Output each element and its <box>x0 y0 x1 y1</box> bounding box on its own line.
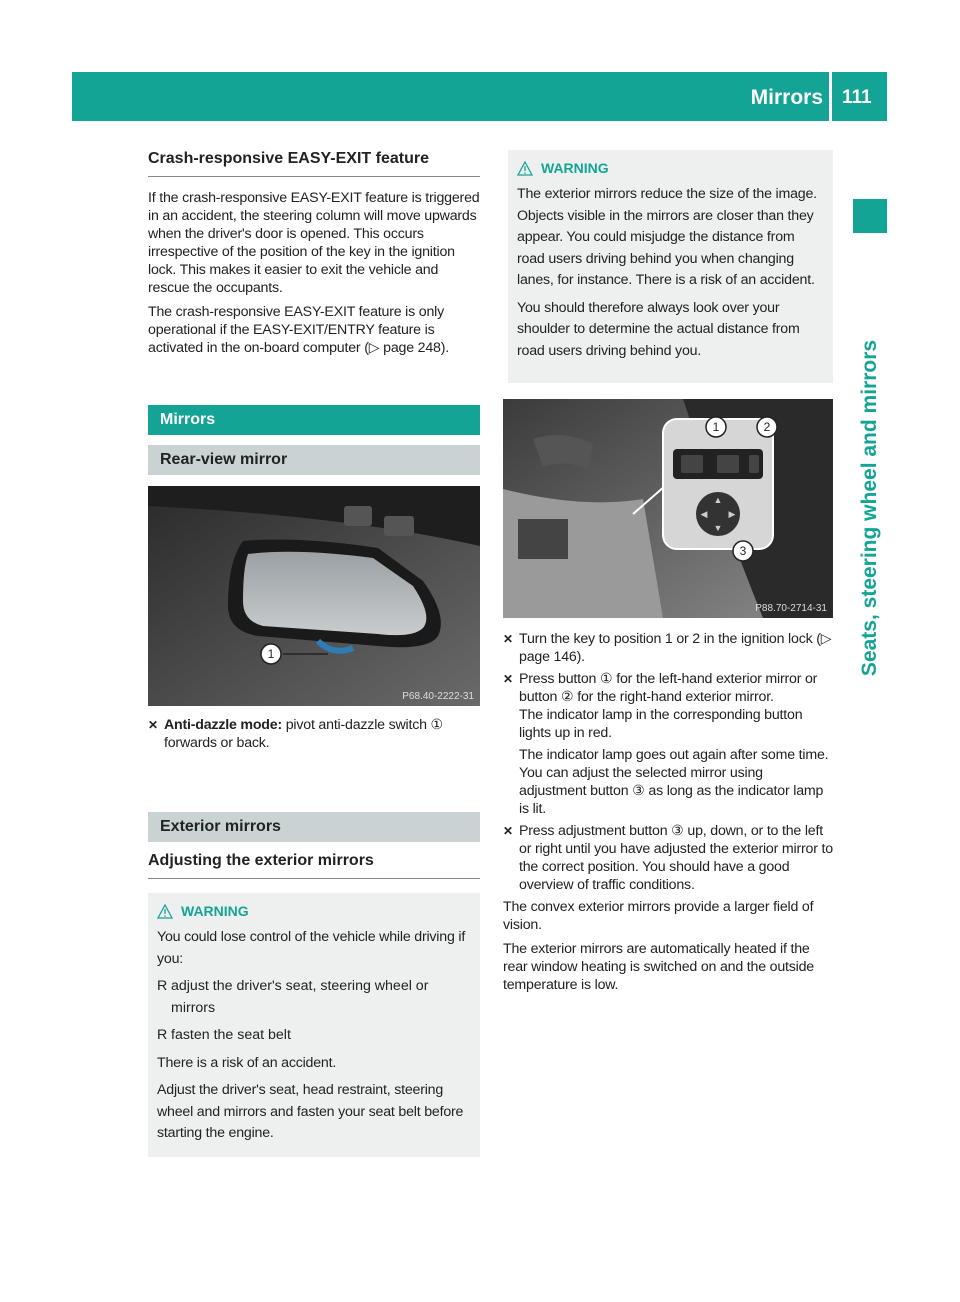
warning-paragraph-2: You should therefore always look over your shoulder to determine the actual distance from road users driving behind you. <box>517 299 800 359</box>
svg-text:▲: ▲ <box>713 495 723 505</box>
side-tab-marker <box>853 199 887 233</box>
svg-text:◀: ◀ <box>700 509 708 519</box>
photo-code: P68.40-2222-31 <box>402 691 474 702</box>
crash-paragraph-1: If the crash-responsive EASY-EXIT feature is triggered in an accident, the steering column will move upwards when the driver's door is opened. This occurs irrespective of the position of the key in the ignition lock. This makes it easier to exit the vehicle and rescue the occupants. <box>148 190 480 296</box>
step-bold-label: Anti-dazzle mode: <box>164 717 282 733</box>
svg-text:▼: ▼ <box>713 523 723 533</box>
step-text: Press adjustment button ③ up, down, or to the left or right until you have adjusted the exterior mirror to the correct position. You should have a good overview of traffic conditions. <box>519 823 833 893</box>
warning-paragraph-2: There is a risk of an accident. <box>157 1054 337 1071</box>
warning-paragraph-1: You could lose control of the vehicle while driving if you: <box>157 929 466 967</box>
side-tab <box>853 253 887 763</box>
warning-box-left <box>148 893 480 1157</box>
warning-label: WARNING <box>541 160 609 176</box>
page-section-title: Mirrors <box>750 86 823 109</box>
warning-paragraph-1: The exterior mirrors reduce the size of the image. Objects visible in the mirrors are closer than they appear. You could misjudge the distance from road users driving behind you when changing lanes, for instance. There is a risk of an accident. <box>517 186 817 288</box>
left-lower-column <box>148 716 480 1157</box>
mirrors-section-bar: Mirrors <box>148 405 480 435</box>
warning-bullet <box>157 1025 471 1047</box>
step-text: pivot anti-dazzle switch ① forwards or back. <box>164 717 444 751</box>
warning-box-right <box>508 150 833 383</box>
step-arrow-icon: ✕ <box>503 824 513 838</box>
right-lower-column <box>503 630 833 1000</box>
bullet-icon: R <box>157 1027 168 1043</box>
svg-text:▶: ▶ <box>728 509 736 519</box>
left-column <box>148 150 480 475</box>
bullet-icon: R <box>157 978 168 994</box>
svg-text:1: 1 <box>267 647 275 661</box>
warning-bullet <box>157 976 471 1019</box>
page-number: 111 <box>842 87 872 108</box>
step-arrow-icon: ✕ <box>503 672 513 686</box>
instruction-step <box>503 822 833 894</box>
step-result-2: The indicator lamp goes out again after some time. You can adjust the selected mirror using adjustment button ③ as long as the indicator lamp is lit. <box>519 747 829 817</box>
crash-heading: Crash-responsive EASY-EXIT feature <box>148 150 480 177</box>
heated-paragraph: The exterior mirrors are automatically heated if the rear window heating is switched on and the outside temperature is low. <box>503 941 814 993</box>
step-arrow-icon: ✕ <box>148 718 158 732</box>
door-switch-photo <box>503 399 833 618</box>
rearview-mirror-photo <box>148 486 480 706</box>
step-result-1: The indicator lamp in the corresponding button lights up in red. <box>519 707 803 741</box>
step-text: Turn the key to position 1 or 2 in the ignition lock (▷ page 146). <box>519 631 832 665</box>
step-arrow-icon: ✕ <box>503 632 513 646</box>
photo-code: P88.70-2714-31 <box>755 603 827 614</box>
instruction-step <box>503 670 833 818</box>
door-mirror-switch-illustration <box>503 399 833 618</box>
crash-paragraph-2: The crash-responsive EASY-EXIT feature is only operational if the EASY-EXIT/ENTRY feature is activated in the on-board computer (▷ page 248). <box>148 304 450 356</box>
rearview-mirror-illustration <box>148 486 480 706</box>
exterior-section-bar: Exterior mirrors <box>148 812 480 842</box>
svg-text:1: 1 <box>712 420 720 434</box>
warning-triangle-icon <box>157 904 173 919</box>
warning-label: WARNING <box>181 903 249 919</box>
header-divider <box>829 72 832 121</box>
right-column <box>508 150 833 383</box>
warning-paragraph-3: Adjust the driver's seat, head restraint, steering wheel and mirrors and fasten your seat belt before starting the engine. <box>157 1082 464 1141</box>
side-tab-label: Seats, steering wheel and mirrors <box>858 339 881 677</box>
instruction-step <box>503 630 833 666</box>
adjusting-heading: Adjusting the exterior mirrors <box>148 852 480 879</box>
warning-triangle-icon <box>517 161 533 176</box>
bullet-text: fasten the seat belt <box>171 1027 291 1043</box>
svg-text:3: 3 <box>739 544 747 558</box>
svg-text:2: 2 <box>763 420 771 434</box>
convex-paragraph: The convex exterior mirrors provide a larger field of vision. <box>503 899 814 933</box>
bullet-text: adjust the driver's seat, steering wheel or mirrors <box>171 978 429 1016</box>
anti-dazzle-step <box>148 716 480 752</box>
step-text: Press button ① for the left-hand exterior mirror or button ② for the right-hand exterior mirror. <box>519 671 818 705</box>
rearview-section-bar: Rear-view mirror <box>148 445 480 475</box>
